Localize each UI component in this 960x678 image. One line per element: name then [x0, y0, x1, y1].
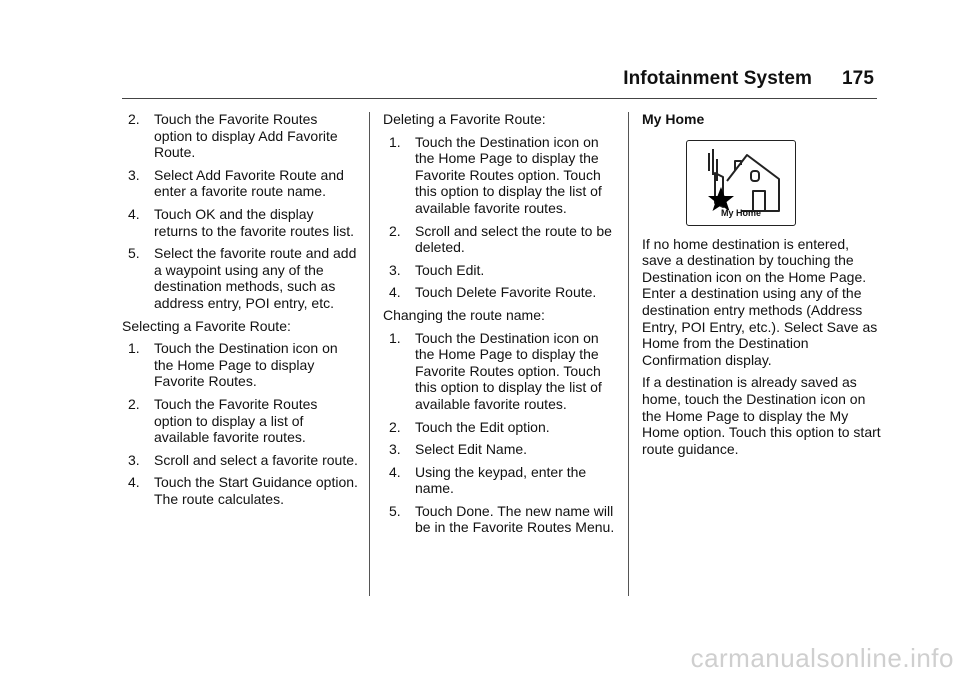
icon-label: My Home	[720, 208, 761, 218]
list-item: 2. Touch the Edit option.	[389, 418, 550, 435]
column-divider-1	[369, 112, 370, 596]
my-home-icon	[686, 140, 796, 226]
list-item: 2. Touch the Favorite Routes option to display Add Favorite Route.	[128, 111, 338, 161]
list-item: 5. Select the favorite route and add a waypoint using any of the destination methods, such as address entry, POI entry, etc.	[128, 245, 357, 311]
list-item: 2. Scroll and select the route to be deleted.	[389, 222, 612, 256]
list-item: 5. Touch Done. The new name will be in the Favorite Routes Menu.	[389, 502, 615, 536]
column-1	[122, 111, 358, 513]
header-rule	[122, 98, 877, 99]
list-item: 4. Touch the Start Guidance option. The route calculates.	[128, 474, 358, 507]
list-item: 2. Touch the Favorite Routes option to display a list of available favorite routes.	[128, 395, 318, 446]
column-2	[383, 111, 615, 542]
watermark: carmanualsonline.info	[690, 643, 954, 673]
list-item: 4. Touch OK and the display returns to the favorite routes list.	[128, 205, 354, 239]
list-item: 1. Touch the Destination icon on the Home Page to display the Favorite Routes option. Touch this option to display the list of available favorite routes.	[389, 133, 602, 216]
list-item: 3. Select Edit Name.	[389, 441, 528, 458]
list-item: 4. Using the keypad, enter the name.	[389, 463, 587, 497]
column-divider-2	[628, 112, 629, 596]
list-item: 3. Touch Edit.	[389, 261, 485, 278]
list-item: 4. Touch Delete Favorite Route.	[389, 284, 597, 301]
my-home-heading: My Home	[642, 111, 705, 127]
page-header	[623, 68, 874, 90]
list-item: 3. Scroll and select a favorite route.	[128, 451, 358, 468]
paragraph: If a destination is already saved as home, touch the Destination icon on the Home Page to display the My Home option. Touch this option to start route guidance.	[642, 374, 881, 457]
list-item: 1. Touch the Destination icon on the Home Page to display the Favorite Routes option. Touch this option to display the list of available favorite routes.	[389, 329, 602, 412]
page-number: 175	[841, 68, 874, 89]
list-item: 1. Touch the Destination icon on the Home Page to display Favorite Routes.	[128, 340, 338, 390]
section-title: Infotainment System	[623, 68, 812, 89]
selecting-heading: Selecting a Favorite Route:	[122, 317, 291, 334]
deleting-heading: Deleting a Favorite Route:	[383, 111, 546, 127]
list-item: 3. Select Add Favorite Route and enter a favorite route name.	[128, 166, 344, 200]
column-3	[642, 111, 882, 463]
paragraph: If no home destination is entered, save a destination by touching the Destination icon on the Home Page. Enter a destination using any of the destination entry methods (Address Entry, POI Entry, etc.). Select Save as Home from the Destination Confirmation display.	[642, 235, 878, 368]
changing-heading: Changing the route name:	[383, 306, 545, 323]
